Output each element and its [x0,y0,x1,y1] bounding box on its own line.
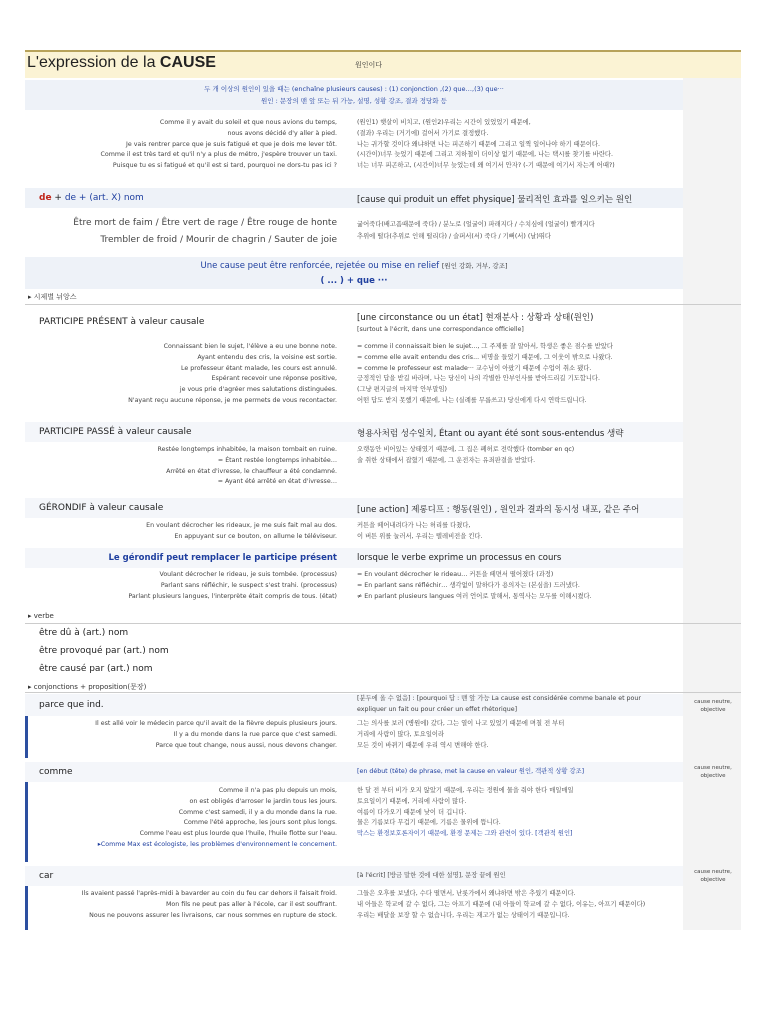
gerondif-replace-heading: Le gérondif peut remplacer le participe présent [108,553,337,563]
list-item: Restée longtemps inhabitée, la maison tombait en ruine. [157,446,337,453]
list-item: Comme il n'a pas plu depuis un mois, [218,787,337,794]
list-item: Il y a du monde dans la rue parce que c'est samedi. [173,730,337,738]
parce-que-examples [25,718,683,756]
list-item: Mon fils ne peut pas aller à l'école, car il est souffrant. [166,900,337,908]
list-item: 우리는 배달을 보장 할 수 없습니다, 우리는 재고가 없는 상태이기 때문입니다. [357,911,570,919]
list-item: = Étant restée longtemps inhabitée… [217,456,337,464]
list-item: = Ayant été arrêté en état d'ivresse… [217,478,337,486]
participe-passe-note: 형용사처럼 성수일치, Étant ou ayant été sont sous-entendus 생략 [357,429,624,439]
title-bar [25,50,741,78]
de-translation-2: 추위에 떨다(추위로 인해 떨리다) / 슬퍼서(서) 죽다 / 기뻐(서) (날)뛰다 [357,233,551,240]
list-item: je vous prie d'agréer mes salutations distinguées. [179,386,337,394]
list-item: (결과) 우리는 (거기에) 걸어서 가기로 결정했다. [357,129,489,137]
list-item: 술 취한 상태에서 잡혔기 때문에, 그 운전자는 유죄판결을 받았다. [357,456,536,464]
list-item: N'ayant reçu aucune réponse, je me permets de vous recontacter. [128,396,337,404]
list-item: (원인1) 햇살이 비치고, (원인2)우리는 시간이 있었었기 때문에, [357,119,531,126]
car-note: [à l'écrit] [방금 말한 것에 대한 설명], 문장 끝에 원인 [357,872,506,879]
list-item: 그는 의사를 보러 (병원에) 갔다, 그는 열이 나고 있었기 때문에 며칠 전 부터 [357,720,565,727]
list-item: 거리에 사람이 많다, 토요일이라 [357,730,445,738]
list-item: 오랫동안 비어있는 상태였기 때문에, 그 집은 폐허로 전락했다 (tomber en qc) [357,446,575,453]
list-item: 토요일이기 때문에, 거리에 사람이 많다. [357,797,467,805]
divider [25,304,741,305]
participe-present-note: [une circonstance ou un état] 현재분사 : 상황과 상태(원인) [357,313,594,323]
list-item: Comme c'est samedi, il y a du monde dans la rue. [178,808,337,816]
list-item: nous avons décidé d'y aller à pied. [227,129,337,137]
list-item: 너는 너무 피곤하고, (시간이)너무 늦었는데 왜 여기서 안자? (-기 때문에 여기서 자는게 어때?) [357,162,615,170]
gerondif-replace-examples [25,569,683,609]
car-side-note: cause neutre, objective [694,869,732,883]
participe-present-heading: PARTICIPE PRÉSENT à valeur causale [39,317,205,327]
de-header [25,188,683,208]
list-item: Comme l'été approche, les jours sont plus longs. [183,819,337,827]
list-item: Parlant plusieurs langues, l'interprète était compris de tous. (état) [128,592,337,600]
parce-que-side-note: cause neutre, objective [694,699,732,713]
participe-present-subnote: [surtout à l'écrit, dans une correspondance officielle] [357,326,524,333]
list-item: = comme le professeur est malade··· 교수님이 아팠기 때문에 수업이 취소 됐다. [357,364,592,372]
intro-line-1: 두 개 이상의 원인이 있을 때는 (enchaîne plusieurs causes) : (1) conjonction ,(2) que…,(3) que··· [204,85,504,93]
comme-note: [en début (tête) de phrase, met la cause en valeur 원인, 객관적 상황 강조] [357,768,585,775]
list-item: 여름이 다가오기 때문에 낮이 더 깁니다. [357,808,467,816]
parce-que-note-1: [분두에 올 수 없음] : [pourquoi 답 : 맨 앞 가능 La cause est considérée comme banale et pour [357,695,641,702]
block-multiple-causes [25,114,683,184]
list-item: = En voulant décrocher le rideau… 커튼을 떼면서 떨어졌다 (과정) [357,571,554,578]
list-item: ▸Comme Max est écologiste, les problèmes d'environnement le concernent. [97,840,337,848]
reinforcement-box [25,257,683,289]
list-item: Parce que tout change, nous aussi, nous devons changer. [155,741,337,749]
gerondif-heading: GÉRONDIF à valeur causale [39,503,164,513]
list-item: Comme il est très tard et qu'il n'y a plus de métro, j'espère trouver un taxi. [100,151,337,159]
reinforcement-line-2: ( ... ) + que ··· [320,276,388,286]
participe-passe-header [25,422,683,442]
list-item: Ils avaient passé l'après-midi à bavarder au coin du feu car dehors il faisait froid. [81,890,337,897]
list-item: être dû à (art.) nom [39,628,129,638]
gerondif-header [25,498,683,518]
intro-line-2: 원인 : 문장의 맨 앞 또는 뒤 가능, 설명, 성황 강조, 결과 정당화 등 [261,97,447,105]
list-item: (시간이)너무 늦었기 때문에 그리고 지하철이 더이상 없기 때문에, 나는 택시를 찾기를 바란다. [357,151,613,159]
parce-que-note-2: expliquer un fait ou pour créer un effet rhétorique] [357,706,518,713]
list-item: 한 달 전 부터 비가 오지 않았기 때문에, 우리는 정원에 물을 줘야 한다 매일매일 [357,787,574,794]
comme-side-note: cause neutre, objective [694,765,732,779]
list-item: = comme il connaissait bien le sujet..., 그 주제를 잘 알아서, 학생은 좋은 점수를 받았다 [357,343,613,350]
list-item: = comme elle avait entendu des cris... 비명을 들었기 때문에, 그 이웃이 밖으로 나왔다. [357,353,613,361]
divider [25,623,741,624]
list-item: 모든 것이 바뀌기 때문에 우리 역시 변해야 한다. [357,741,489,749]
list-item: Puisque tu es si fatigué et qu'il est si tard, pourquoi ne dors-tu pas ici ? [112,162,337,170]
list-item: Espérant recevoir une réponse positive, [211,375,337,383]
de-heading-right: [cause qui produit un effet physique] 물리적인 효과를 일으키는 원인 [357,195,633,205]
de-example-line-1: Être mort de faim / Être vert de rage / Être rouge de honte [73,218,337,228]
list-item: Parlant sans réfléchir, le suspect s'est trahi. (processus) [160,581,337,589]
de-example-line-2: Trembler de froid / Mourir de chagrin / Sauter de joie [100,235,337,245]
divider [25,692,741,693]
gerondif-replace-header [25,548,683,568]
list-item: 어떤 답도 받지 못했기 때문에, 나는 (실례를 무릅쓰고) 당신에게 다시 연락드립니다. [357,396,587,404]
list-item: Comme il y avait du soleil et que nous avions du temps, [159,119,337,126]
list-item: En appuyant sur ce bouton, on allume le téléviseur. [174,532,337,540]
list-item: 막스는 환경보호론자이기 때문에, 환경 문제는 그와 관련이 있다. [객관적 원인] [357,830,573,838]
gerondif-examples [25,519,683,547]
list-item: 내 아들은 학교에 갈 수 없다, 그는 아프기 때문에 (내 아들이 학교에 갈 수 없다, 이유는, 아프기 때문이다) [357,900,646,908]
list-item: = En parlant sans réfléchir… 생각없이 말하다가 용의자는 (본심을) 드러냈다. [357,581,580,589]
de-heading: de + de + (art. X) nom [39,193,144,203]
intro-box [25,80,683,110]
car-examples [25,888,683,928]
list-item: Ayant entendu des cris, la voisine est sortie. [197,353,337,361]
verbe-list [25,626,683,682]
list-item: 물은 기름보다 무겁기 때문에, 기름은 물위에 뜹니다. [357,819,501,827]
list-item: 커튼을 떼어내려다가 나는 허리를 다쳤다, [357,522,471,529]
page-title: L'expression de la CAUSE [27,54,216,71]
list-item: être provoqué par (art.) nom [39,646,169,656]
car-heading: car [39,871,54,881]
participe-present-header [25,310,683,340]
de-translation-1: 굶어죽다(배고픔때문에 죽다) / 분노로 (얼굴이) 파래지다 / 수치심에 (얼굴이) 빨개지다 [357,221,595,228]
list-item: Il est allé voir le médecin parce qu'il avait de la fièvre depuis plusieurs jours. [95,720,337,727]
participe-present-examples [25,340,683,418]
parce-que-header [25,694,683,716]
comme-heading: comme [39,767,73,777]
list-item: on est obligés d'arroser le jardin tous les jours. [189,797,337,805]
list-item: être causé par (art.) nom [39,664,153,674]
list-item: Comme l'eau est plus lourde que l'huile, l'huile flotte sur l'eau. [139,830,337,838]
list-item: Nous ne pouvons assurer les livraisons, car nous sommes en rupture de stock. [89,911,337,919]
section-tag-conjonctions: ▸ conjonctions + proposition(문장) [28,683,147,691]
reinforcement-line-1: Une cause peut être renforcée, rejetée ou mise en relief [원인 강화, 거부, 강조] [200,261,508,271]
car-header [25,866,683,886]
parce-que-heading: parce que ind. [39,700,104,710]
participe-passe-examples [25,444,683,496]
list-item: 이 버튼 위를 눌러서, 우리는 텔레비전을 킨다. [357,532,483,540]
section-tag-tense: ▸ 시제별 뉘앙스 [28,293,77,301]
list-item: 그들은 오후를 보냈다, 수다 떨면서, 난롯가에서 왜냐하면 밖은 추웠기 때문이다. [357,890,576,897]
list-item: Je vais rentrer parce que je suis fatigué et que je dois me lever tôt. [126,140,337,148]
title-korean: 원인이다 [355,61,383,69]
list-item: Voulant décrocher le rideau, je suis tombée. (processus) [159,571,337,578]
section-tag-verbe: ▸ verbe [28,612,54,620]
comme-examples [25,784,683,860]
participe-passe-heading: PARTICIPE PASSÉ à valeur causale [39,427,192,437]
gerondif-replace-note: lorsque le verbe exprime un processus en cours [357,553,562,563]
list-item: Arrêté en état d'ivresse, le chauffeur a été condamné. [166,467,337,475]
list-item: En voulant décrocher les rideaux, je me suis fait mal au dos. [146,522,337,529]
de-examples [25,212,683,254]
right-margin-column [683,50,741,930]
comme-header [25,762,683,782]
gerondif-note: [une action] 제롱디프 : 행동(원인) , 원인과 결과의 동시성 내포, 같은 주어 [357,505,640,515]
list-item: ≠ En parlant plusieurs langues 여러 언어로 말해서, 통역사는 모두를 이해시켰다. [357,592,592,600]
list-item: Connaissant bien le sujet, l'élève a eu une bonne note. [163,343,337,350]
list-item: Le professeur étant malade, les cours est annulé. [181,364,337,372]
list-item: (그냥 편지글의 마지막 안부말임) [357,386,447,394]
list-item: 긍정적인 답을 받길 바라며, 나는 당신이 나의 각별한 안부인사를 받아드리길 기도합니다. [357,375,600,383]
list-item: 나는 귀가할 것이다 왜냐하면 나는 피곤하기 때문에 그리고 일찍 일어나야 하기 때문이다. [357,140,600,148]
